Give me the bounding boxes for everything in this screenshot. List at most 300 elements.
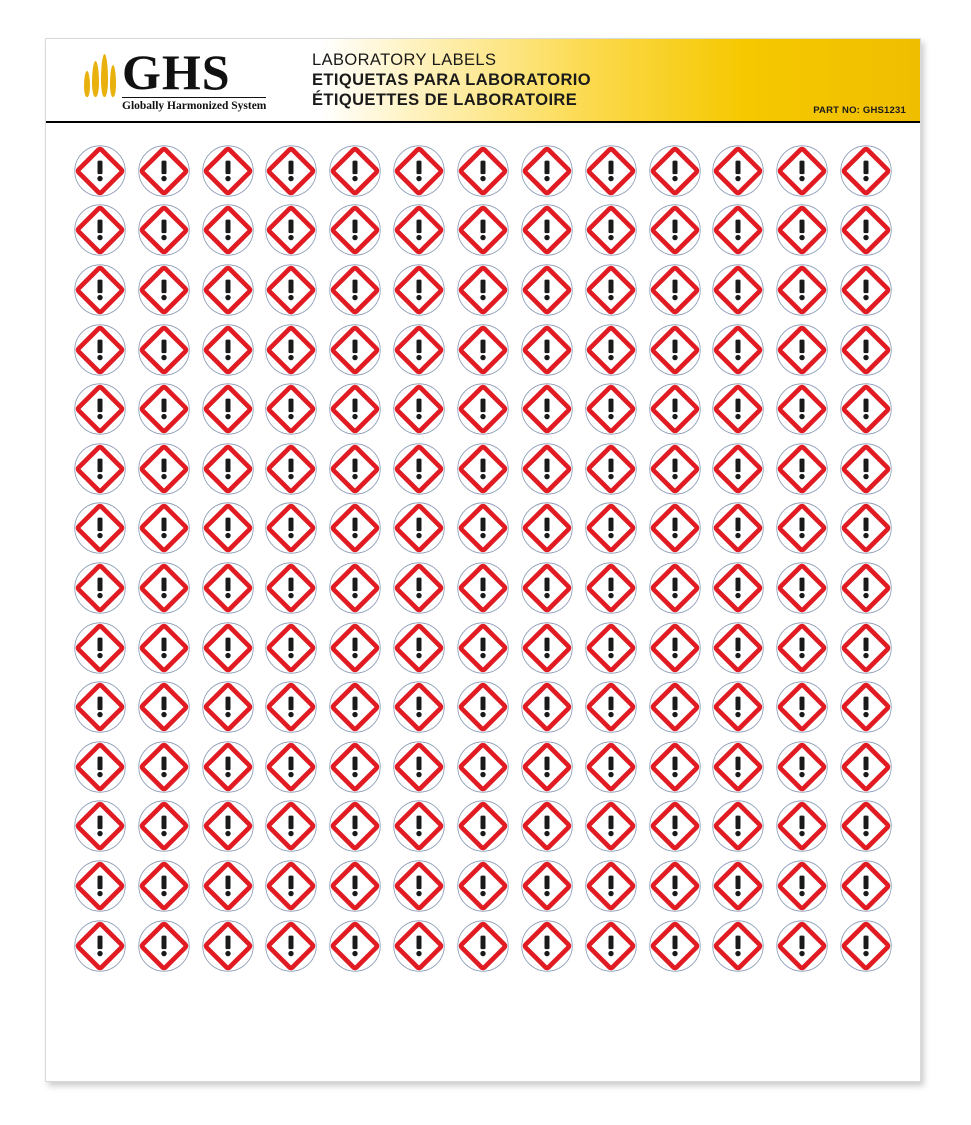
ghs-label-sticker[interactable]: [774, 858, 830, 914]
ghs-label-sticker[interactable]: [774, 918, 830, 974]
ghs-label-sticker[interactable]: [583, 322, 639, 378]
ghs-label-sticker[interactable]: [647, 918, 703, 974]
exclamation-mark-hazard-pictogram: [265, 264, 317, 316]
exclamation-mark-hazard-pictogram: [393, 264, 445, 316]
exclamation-mark-hazard-pictogram: [585, 204, 637, 256]
exclamation-mark-hazard-pictogram: [74, 800, 126, 852]
ghs-label-sticker[interactable]: [583, 918, 639, 974]
exclamation-mark-hazard-pictogram: [776, 860, 828, 912]
exclamation-mark-hazard-pictogram: [649, 622, 701, 674]
ghs-label-sticker[interactable]: [263, 441, 319, 497]
exclamation-mark-hazard-pictogram: [138, 204, 190, 256]
ghs-label-sticker[interactable]: [391, 918, 447, 974]
exclamation-mark-hazard-pictogram: [393, 681, 445, 733]
exclamation-mark-hazard-pictogram: [840, 383, 892, 435]
ghs-label-sticker[interactable]: [72, 918, 128, 974]
ghs-label-sticker[interactable]: [455, 500, 511, 556]
ghs-label-sticker[interactable]: [519, 143, 575, 199]
ghs-label-sticker[interactable]: [710, 381, 766, 437]
ghs-label-sticker[interactable]: [72, 679, 128, 735]
exclamation-mark-hazard-pictogram: [265, 383, 317, 435]
ghs-label-sticker[interactable]: [136, 918, 192, 974]
ghs-label-sticker[interactable]: [647, 798, 703, 854]
exclamation-mark-hazard-pictogram: [74, 383, 126, 435]
ghs-label-sticker[interactable]: [136, 739, 192, 795]
ghs-label-sticker[interactable]: [136, 798, 192, 854]
exclamation-mark-hazard-pictogram: [776, 264, 828, 316]
exclamation-mark-hazard-pictogram: [202, 920, 254, 972]
ghs-label-sticker[interactable]: [391, 858, 447, 914]
ghs-label-sticker[interactable]: [327, 500, 383, 556]
ghs-label-sticker[interactable]: [327, 679, 383, 735]
exclamation-mark-hazard-pictogram: [649, 502, 701, 554]
ghs-label-sticker[interactable]: [647, 381, 703, 437]
ghs-label-sticker[interactable]: [200, 620, 256, 676]
ghs-label-sticker[interactable]: [136, 620, 192, 676]
ghs-label-sticker[interactable]: [583, 679, 639, 735]
label-sheet: [45, 38, 921, 1082]
exclamation-mark-hazard-pictogram: [521, 145, 573, 197]
ghs-label-sticker[interactable]: [647, 143, 703, 199]
exclamation-mark-hazard-pictogram: [202, 264, 254, 316]
exclamation-mark-hazard-pictogram: [457, 264, 509, 316]
ghs-label-sticker[interactable]: [519, 500, 575, 556]
ghs-label-sticker[interactable]: [391, 202, 447, 258]
ghs-label-sticker[interactable]: [838, 202, 894, 258]
exclamation-mark-hazard-pictogram: [265, 920, 317, 972]
ghs-label-sticker[interactable]: [72, 500, 128, 556]
exclamation-mark-hazard-pictogram: [329, 681, 381, 733]
ghs-label-sticker[interactable]: [647, 679, 703, 735]
exclamation-mark-hazard-pictogram: [393, 324, 445, 376]
ghs-label-sticker[interactable]: [72, 441, 128, 497]
ghs-label-sticker[interactable]: [327, 560, 383, 616]
ghs-label-sticker[interactable]: [838, 500, 894, 556]
exclamation-mark-hazard-pictogram: [74, 145, 126, 197]
exclamation-mark-hazard-pictogram: [202, 443, 254, 495]
ghs-label-sticker[interactable]: [455, 441, 511, 497]
exclamation-mark-hazard-pictogram: [138, 383, 190, 435]
ghs-label-sticker[interactable]: [710, 679, 766, 735]
exclamation-mark-hazard-pictogram: [74, 860, 126, 912]
ghs-label-sticker[interactable]: [200, 500, 256, 556]
ghs-label-sticker[interactable]: [583, 202, 639, 258]
ghs-label-sticker[interactable]: [327, 858, 383, 914]
ghs-label-sticker[interactable]: [519, 739, 575, 795]
exclamation-mark-hazard-pictogram: [329, 204, 381, 256]
exclamation-mark-hazard-pictogram: [457, 741, 509, 793]
exclamation-mark-hazard-pictogram: [649, 860, 701, 912]
exclamation-mark-hazard-pictogram: [521, 264, 573, 316]
exclamation-mark-hazard-pictogram: [585, 920, 637, 972]
exclamation-mark-hazard-pictogram: [776, 443, 828, 495]
ghs-label-sticker[interactable]: [838, 918, 894, 974]
ghs-label-sticker[interactable]: [838, 858, 894, 914]
ghs-label-sticker[interactable]: [710, 918, 766, 974]
ghs-label-sticker[interactable]: [455, 858, 511, 914]
exclamation-mark-hazard-pictogram: [393, 204, 445, 256]
ghs-label-sticker[interactable]: [583, 143, 639, 199]
exclamation-mark-hazard-pictogram: [712, 324, 764, 376]
exclamation-mark-hazard-pictogram: [585, 145, 637, 197]
exclamation-mark-hazard-pictogram: [840, 562, 892, 614]
ghs-label-sticker[interactable]: [136, 500, 192, 556]
ghs-label-sticker[interactable]: [391, 381, 447, 437]
ghs-label-sticker[interactable]: [774, 739, 830, 795]
ghs-label-sticker[interactable]: [200, 322, 256, 378]
ghs-label-sticker[interactable]: [72, 202, 128, 258]
ghs-label-sticker[interactable]: [519, 858, 575, 914]
ghs-label-sticker[interactable]: [263, 560, 319, 616]
exclamation-mark-hazard-pictogram: [74, 443, 126, 495]
ghs-label-sticker[interactable]: [647, 739, 703, 795]
ghs-label-sticker[interactable]: [647, 441, 703, 497]
exclamation-mark-hazard-pictogram: [712, 383, 764, 435]
ghs-label-sticker[interactable]: [391, 322, 447, 378]
exclamation-mark-hazard-pictogram: [74, 502, 126, 554]
ghs-label-sticker[interactable]: [327, 918, 383, 974]
ghs-label-sticker[interactable]: [263, 858, 319, 914]
ghs-label-sticker[interactable]: [838, 262, 894, 318]
ghs-label-sticker[interactable]: [583, 560, 639, 616]
ghs-label-sticker[interactable]: [327, 739, 383, 795]
exclamation-mark-hazard-pictogram: [585, 622, 637, 674]
ghs-label-sticker[interactable]: [72, 262, 128, 318]
ghs-label-sticker[interactable]: [263, 798, 319, 854]
ghs-label-sticker[interactable]: [327, 381, 383, 437]
ghs-label-sticker[interactable]: [200, 679, 256, 735]
exclamation-mark-hazard-pictogram: [393, 443, 445, 495]
ghs-label-sticker[interactable]: [455, 739, 511, 795]
ghs-label-sticker[interactable]: [263, 918, 319, 974]
ghs-label-sticker[interactable]: [710, 262, 766, 318]
ghs-label-sticker[interactable]: [72, 739, 128, 795]
ghs-label-sticker[interactable]: [455, 560, 511, 616]
ghs-label-sticker[interactable]: [519, 560, 575, 616]
exclamation-mark-hazard-pictogram: [776, 502, 828, 554]
exclamation-mark-hazard-pictogram: [585, 562, 637, 614]
ghs-label-sticker[interactable]: [391, 739, 447, 795]
ghs-label-sticker[interactable]: [455, 143, 511, 199]
exclamation-mark-hazard-pictogram: [138, 502, 190, 554]
exclamation-mark-hazard-pictogram: [202, 145, 254, 197]
exclamation-mark-hazard-pictogram: [649, 681, 701, 733]
ghs-label-sticker[interactable]: [710, 858, 766, 914]
exclamation-mark-hazard-pictogram: [457, 443, 509, 495]
exclamation-mark-hazard-pictogram: [138, 741, 190, 793]
exclamation-mark-hazard-pictogram: [138, 324, 190, 376]
ghs-label-sticker[interactable]: [774, 262, 830, 318]
ghs-label-sticker[interactable]: [774, 500, 830, 556]
ghs-label-sticker[interactable]: [200, 560, 256, 616]
exclamation-mark-hazard-pictogram: [840, 860, 892, 912]
ghs-label-sticker[interactable]: [136, 858, 192, 914]
ghs-label-sticker[interactable]: [710, 202, 766, 258]
ghs-label-sticker[interactable]: [647, 322, 703, 378]
exclamation-mark-hazard-pictogram: [840, 800, 892, 852]
exclamation-mark-hazard-pictogram: [457, 324, 509, 376]
ghs-label-sticker[interactable]: [647, 560, 703, 616]
exclamation-mark-hazard-pictogram: [712, 622, 764, 674]
exclamation-mark-hazard-pictogram: [840, 145, 892, 197]
ghs-label-sticker[interactable]: [455, 620, 511, 676]
exclamation-mark-hazard-pictogram: [585, 324, 637, 376]
exclamation-mark-hazard-pictogram: [649, 264, 701, 316]
ghs-label-sticker[interactable]: [391, 143, 447, 199]
exclamation-mark-hazard-pictogram: [457, 920, 509, 972]
ghs-label-sticker[interactable]: [774, 202, 830, 258]
exclamation-mark-hazard-pictogram: [265, 204, 317, 256]
ghs-label-sticker[interactable]: [710, 143, 766, 199]
ghs-label-sticker[interactable]: [136, 381, 192, 437]
ghs-label-sticker[interactable]: [391, 262, 447, 318]
ghs-label-sticker[interactable]: [263, 381, 319, 437]
exclamation-mark-hazard-pictogram: [74, 324, 126, 376]
ghs-label-sticker[interactable]: [710, 620, 766, 676]
ghs-label-sticker[interactable]: [774, 620, 830, 676]
ghs-label-sticker[interactable]: [455, 381, 511, 437]
exclamation-mark-hazard-pictogram: [840, 324, 892, 376]
ghs-label-sticker[interactable]: [200, 441, 256, 497]
exclamation-mark-hazard-pictogram: [840, 622, 892, 674]
ghs-label-sticker[interactable]: [391, 560, 447, 616]
ghs-label-sticker[interactable]: [710, 441, 766, 497]
ghs-label-sticker[interactable]: [519, 322, 575, 378]
ghs-label-sticker[interactable]: [519, 798, 575, 854]
exclamation-mark-hazard-pictogram: [712, 264, 764, 316]
ghs-label-sticker[interactable]: [583, 441, 639, 497]
ghs-label-sticker[interactable]: [838, 620, 894, 676]
exclamation-mark-hazard-pictogram: [521, 860, 573, 912]
ghs-label-sticker[interactable]: [710, 739, 766, 795]
exclamation-mark-hazard-pictogram: [649, 145, 701, 197]
exclamation-mark-hazard-pictogram: [585, 681, 637, 733]
exclamation-mark-hazard-pictogram: [138, 860, 190, 912]
ghs-label-sticker[interactable]: [200, 143, 256, 199]
exclamation-mark-hazard-pictogram: [265, 860, 317, 912]
ghs-label-sticker[interactable]: [647, 858, 703, 914]
exclamation-mark-hazard-pictogram: [649, 562, 701, 614]
ghs-label-sticker[interactable]: [136, 679, 192, 735]
ghs-label-sticker[interactable]: [263, 679, 319, 735]
exclamation-mark-hazard-pictogram: [712, 562, 764, 614]
exclamation-mark-hazard-pictogram: [74, 741, 126, 793]
exclamation-mark-hazard-pictogram: [202, 800, 254, 852]
ghs-label-sticker[interactable]: [583, 500, 639, 556]
ghs-label-sticker[interactable]: [391, 798, 447, 854]
ghs-label-sticker[interactable]: [583, 739, 639, 795]
sheet-header: [46, 39, 920, 123]
ghs-label-sticker[interactable]: [327, 620, 383, 676]
exclamation-mark-hazard-pictogram: [457, 204, 509, 256]
ghs-label-sticker[interactable]: [710, 798, 766, 854]
ghs-label-sticker[interactable]: [519, 441, 575, 497]
ghs-label-sticker[interactable]: [647, 262, 703, 318]
exclamation-mark-hazard-pictogram: [585, 264, 637, 316]
ghs-label-sticker[interactable]: [710, 560, 766, 616]
ghs-label-sticker[interactable]: [327, 262, 383, 318]
ghs-label-sticker[interactable]: [72, 620, 128, 676]
ghs-label-sticker[interactable]: [263, 262, 319, 318]
labels-area: [46, 123, 920, 1081]
ghs-label-sticker[interactable]: [263, 620, 319, 676]
ghs-label-sticker[interactable]: [647, 620, 703, 676]
ghs-label-sticker[interactable]: [519, 262, 575, 318]
ghs-label-sticker[interactable]: [838, 560, 894, 616]
exclamation-mark-hazard-pictogram: [329, 920, 381, 972]
ghs-label-sticker[interactable]: [72, 560, 128, 616]
ghs-label-sticker[interactable]: [519, 620, 575, 676]
ghs-label-sticker[interactable]: [263, 739, 319, 795]
exclamation-mark-hazard-pictogram: [329, 502, 381, 554]
title-line-english: LABORATORY LABELS: [312, 51, 497, 69]
ghs-label-sticker[interactable]: [455, 202, 511, 258]
ghs-label-sticker[interactable]: [72, 798, 128, 854]
header-logo-area: [46, 39, 296, 121]
ghs-label-sticker[interactable]: [455, 262, 511, 318]
exclamation-mark-hazard-pictogram: [202, 324, 254, 376]
ghs-label-sticker[interactable]: [327, 798, 383, 854]
ghs-label-sticker[interactable]: [72, 143, 128, 199]
exclamation-mark-hazard-pictogram: [138, 800, 190, 852]
exclamation-mark-hazard-pictogram: [138, 681, 190, 733]
ghs-label-sticker[interactable]: [391, 500, 447, 556]
ghs-label-sticker[interactable]: [519, 918, 575, 974]
ghs-label-sticker[interactable]: [838, 143, 894, 199]
exclamation-mark-hazard-pictogram: [649, 383, 701, 435]
ghs-label-sticker[interactable]: [774, 679, 830, 735]
ghs-label-sticker[interactable]: [583, 381, 639, 437]
exclamation-mark-hazard-pictogram: [585, 800, 637, 852]
ghs-label-sticker[interactable]: [263, 143, 319, 199]
exclamation-mark-hazard-pictogram: [776, 681, 828, 733]
ghs-label-sticker[interactable]: [263, 202, 319, 258]
ghs-label-sticker[interactable]: [774, 798, 830, 854]
exclamation-mark-hazard-pictogram: [74, 681, 126, 733]
ghs-label-sticker[interactable]: [136, 560, 192, 616]
ghs-label-sticker[interactable]: [838, 441, 894, 497]
exclamation-mark-hazard-pictogram: [265, 443, 317, 495]
ghs-label-sticker[interactable]: [136, 143, 192, 199]
ghs-label-sticker[interactable]: [327, 441, 383, 497]
ghs-label-sticker[interactable]: [200, 798, 256, 854]
ghs-label-sticker[interactable]: [391, 620, 447, 676]
exclamation-mark-hazard-pictogram: [776, 800, 828, 852]
exclamation-mark-hazard-pictogram: [265, 562, 317, 614]
exclamation-mark-hazard-pictogram: [393, 741, 445, 793]
ghs-label-sticker[interactable]: [72, 322, 128, 378]
ghs-label-sticker[interactable]: [455, 679, 511, 735]
ghs-label-sticker[interactable]: [455, 322, 511, 378]
exclamation-mark-hazard-pictogram: [840, 443, 892, 495]
ghs-label-sticker[interactable]: [200, 739, 256, 795]
exclamation-mark-hazard-pictogram: [329, 443, 381, 495]
exclamation-mark-hazard-pictogram: [649, 920, 701, 972]
ghs-label-sticker[interactable]: [136, 202, 192, 258]
ghs-label-sticker[interactable]: [519, 381, 575, 437]
ghs-label-sticker[interactable]: [200, 202, 256, 258]
exclamation-mark-hazard-pictogram: [521, 562, 573, 614]
exclamation-mark-hazard-pictogram: [521, 443, 573, 495]
exclamation-mark-hazard-pictogram: [712, 800, 764, 852]
exclamation-mark-hazard-pictogram: [393, 145, 445, 197]
exclamation-mark-hazard-pictogram: [393, 860, 445, 912]
exclamation-mark-hazard-pictogram: [521, 324, 573, 376]
ghs-label-sticker[interactable]: [838, 381, 894, 437]
exclamation-mark-hazard-pictogram: [457, 383, 509, 435]
ghs-label-sticker[interactable]: [774, 381, 830, 437]
exclamation-mark-hazard-pictogram: [840, 681, 892, 733]
ghs-label-sticker[interactable]: [774, 143, 830, 199]
exclamation-mark-hazard-pictogram: [393, 502, 445, 554]
exclamation-mark-hazard-pictogram: [712, 681, 764, 733]
ghs-label-sticker[interactable]: [583, 620, 639, 676]
ghs-label-sticker[interactable]: [583, 798, 639, 854]
ghs-label-sticker[interactable]: [710, 322, 766, 378]
ghs-label-sticker[interactable]: [710, 500, 766, 556]
ghs-label-sticker[interactable]: [838, 679, 894, 735]
ghs-label-sticker[interactable]: [200, 858, 256, 914]
ghs-label-sticker[interactable]: [774, 560, 830, 616]
ghs-label-sticker[interactable]: [391, 441, 447, 497]
ghs-label-sticker[interactable]: [327, 202, 383, 258]
ghs-label-sticker[interactable]: [838, 798, 894, 854]
exclamation-mark-hazard-pictogram: [649, 443, 701, 495]
ghs-label-sticker[interactable]: [136, 262, 192, 318]
exclamation-mark-hazard-pictogram: [585, 860, 637, 912]
ghs-label-sticker[interactable]: [455, 918, 511, 974]
ghs-label-sticker[interactable]: [200, 918, 256, 974]
ghs-label-sticker[interactable]: [455, 798, 511, 854]
ghs-label-sticker[interactable]: [838, 322, 894, 378]
ghs-label-sticker[interactable]: [774, 322, 830, 378]
ghs-label-sticker[interactable]: [327, 143, 383, 199]
exclamation-mark-hazard-pictogram: [74, 562, 126, 614]
exclamation-mark-hazard-pictogram: [138, 562, 190, 614]
ghs-label-sticker[interactable]: [72, 381, 128, 437]
exclamation-mark-hazard-pictogram: [202, 502, 254, 554]
ghs-label-sticker[interactable]: [647, 202, 703, 258]
ghs-label-sticker[interactable]: [263, 500, 319, 556]
ghs-label-sticker[interactable]: [583, 858, 639, 914]
ghs-label-sticker[interactable]: [200, 262, 256, 318]
exclamation-mark-hazard-pictogram: [712, 145, 764, 197]
ghs-label-sticker[interactable]: [136, 322, 192, 378]
exclamation-mark-hazard-pictogram: [265, 145, 317, 197]
exclamation-mark-hazard-pictogram: [393, 383, 445, 435]
ghs-label-sticker[interactable]: [838, 739, 894, 795]
ghs-label-sticker[interactable]: [200, 381, 256, 437]
ghs-label-sticker[interactable]: [519, 679, 575, 735]
label-grid: [68, 141, 898, 975]
ghs-label-sticker[interactable]: [327, 322, 383, 378]
exclamation-mark-hazard-pictogram: [202, 681, 254, 733]
title-line-french: ÉTIQUETTES DE LABORATOIRE: [312, 91, 578, 109]
ghs-label-sticker[interactable]: [72, 858, 128, 914]
exclamation-mark-hazard-pictogram: [329, 800, 381, 852]
exclamation-mark-hazard-pictogram: [840, 741, 892, 793]
ghs-label-sticker[interactable]: [263, 322, 319, 378]
ghs-label-sticker[interactable]: [136, 441, 192, 497]
ghs-label-sticker[interactable]: [583, 262, 639, 318]
exclamation-mark-hazard-pictogram: [329, 383, 381, 435]
ghs-label-sticker[interactable]: [774, 441, 830, 497]
exclamation-mark-hazard-pictogram: [649, 204, 701, 256]
ghs-label-sticker[interactable]: [519, 202, 575, 258]
exclamation-mark-hazard-pictogram: [840, 204, 892, 256]
ghs-label-sticker[interactable]: [391, 679, 447, 735]
ghs-label-sticker[interactable]: [647, 500, 703, 556]
